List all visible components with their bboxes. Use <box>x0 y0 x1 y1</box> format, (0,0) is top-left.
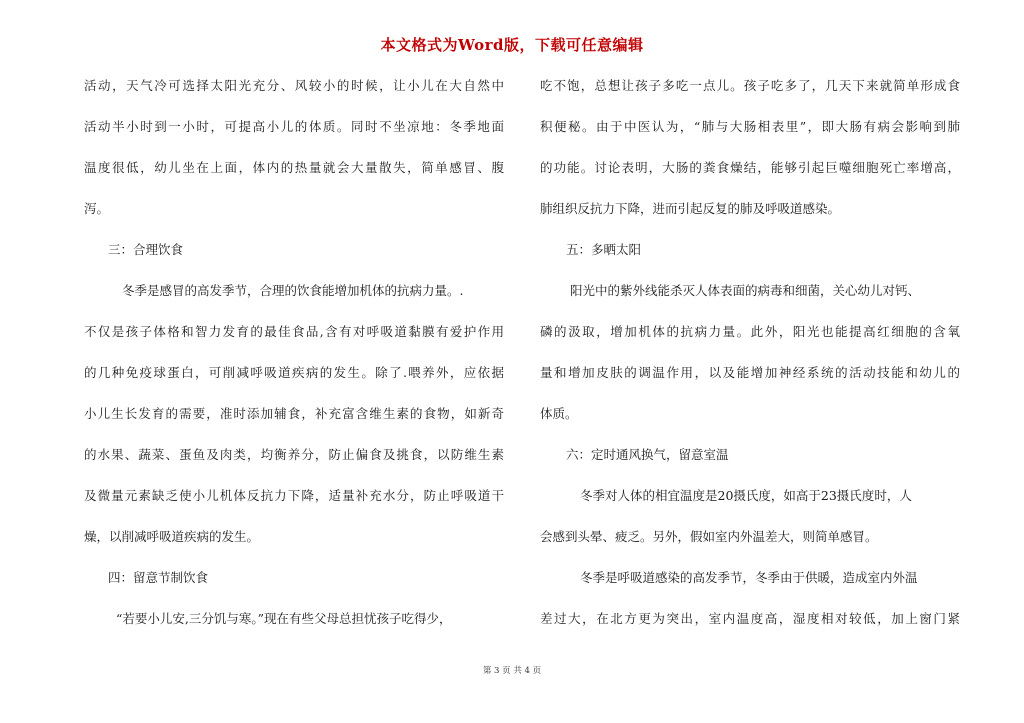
paragraph-line: 冬季对人体的相宜温度是20摄氏度，如高于23摄氏度时，人 <box>580 488 912 503</box>
document-header-title: 本文格式为Word版，下载可任意编辑 <box>380 36 644 54</box>
section-heading: 三：合理饮食 <box>108 242 184 257</box>
paragraph-line: 燥，以削减呼吸道疾病的发生。 <box>84 529 260 544</box>
page-number-footer: 第 3 页 共 4 页 <box>482 666 542 676</box>
paragraph-line: 差过大，在北方更为突出，室内温度高，湿度相对较低，加上窗门紧 <box>540 611 960 626</box>
paragraph-line: 冬季是呼吸道感染的高发季节，冬季由于供暖，造成室内外温 <box>580 570 918 585</box>
paragraph-line: 体质。 <box>540 406 578 421</box>
paragraph-line: 会感到头晕、疲乏。另外，假如室内外温差大，则简单感冒。 <box>540 529 878 544</box>
paragraph-line: 活动，天气冷可选择太阳光充分、风较小的时候，让小儿在大自然中 <box>84 78 504 93</box>
paragraph-line: “若要小儿安,三分饥与寒。”现在有些父母总担忧孩子吃得少， <box>116 611 452 626</box>
paragraph-line: 量和增加皮肤的调温作用，以及能增加神经系统的活动技能和幼儿的 <box>540 365 960 380</box>
paragraph-line: 不仅是孩子体格和智力发育的最佳食品,含有对呼吸道黏膜有爱护作用 <box>84 324 504 339</box>
paragraph-line: 泻。 <box>84 201 110 216</box>
section-heading: 六：定时通风换气，留意室温 <box>566 447 729 462</box>
paragraph-line: 吃不饱，总想让孩子多吃一点儿。孩子吃多了，几天下来就简单形成食 <box>540 78 960 93</box>
paragraph-line: 磷的汲取，增加机体的抗病力量。此外，阳光也能提高红细胞的含氧 <box>540 324 960 339</box>
paragraph-line: 的水果、蔬菜、蛋鱼及肉类，均衡养分，防止偏食及挑食，以防维生素 <box>84 447 504 462</box>
paragraph-line: 肺组织反抗力下降，进而引起反复的肺及呼吸道感染。 <box>540 201 841 216</box>
section-heading: 四：留意节制饮食 <box>108 570 209 585</box>
paragraph-line: 的功能。讨论表明，大肠的粪食燥结，能够引起巨噬细胞死亡率增高， <box>540 160 960 175</box>
section-heading: 五：多晒太阳 <box>566 242 642 257</box>
paragraph-line: 积便秘。由于中医认为，“肺与大肠相表里”，即大肠有病会影响到肺 <box>540 119 960 134</box>
paragraph-line: 小儿生长发育的需要，准时添加辅食，补充富含维生素的食物，如新奇 <box>84 406 504 421</box>
paragraph-line: 及微量元素缺乏使小儿机体反抗力下降，适量补充水分，防止呼吸道干 <box>84 488 504 503</box>
paragraph-line: 的几种免疫球蛋白，可削减呼吸道疾病的发生。除了.喂养外，应依据 <box>84 365 504 380</box>
paragraph-line: 温度很低，幼儿坐在上面，体内的热量就会大量散失，简单感冒、腹 <box>84 160 504 175</box>
paragraph-line: 冬季是感冒的高发季节，合理的饮食能增加机体的抗病力量。. <box>122 283 464 298</box>
paragraph-line: 活动半小时到一小时，可提高小儿的体质。同时不坐凉地：冬季地面 <box>84 119 504 134</box>
paragraph-line: 阳光中的紫外线能杀灭人体表面的病毒和细菌，关心幼儿对钙、 <box>570 283 921 298</box>
